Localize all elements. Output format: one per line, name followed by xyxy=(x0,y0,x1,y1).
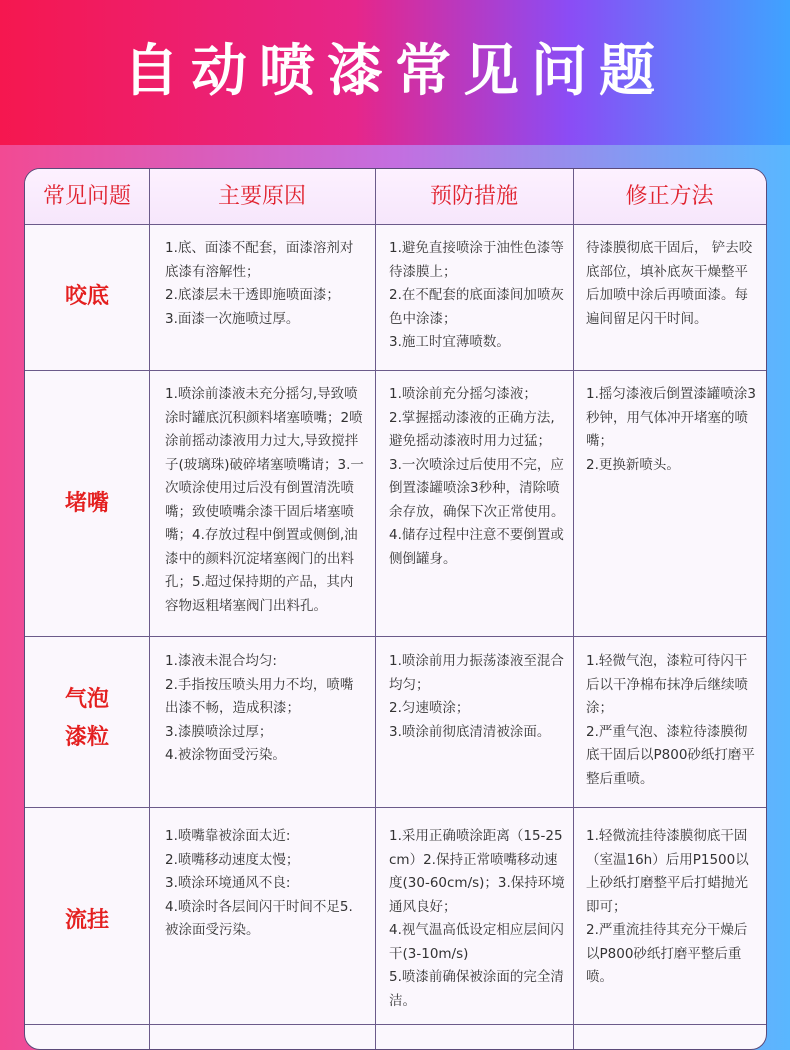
row-divider xyxy=(25,224,766,225)
row-cause-clogging: 1.喷涂前漆液未充分摇匀,导致喷涂时罐底沉积颜料堵塞喷嘴；2喷涂前摇动漆液用力过大,导致搅拌子(玻璃珠)破碎堵塞喷嘴请；3.一次喷涂使用过后没有倒置清洗喷嘴；致使喷嘴余漆干固后堵塞喷嘴；4.存放过程中倒置或侧倒,油漆中的颜料沉淀堵塞阀门的出料孔；5.超过保持期的产品，其内容物返粗堵塞阀门出料孔。 xyxy=(165,386,364,614)
row-prevention-sagging: 1.采用正确喷涂距离（15-25cm）2.保持正常喷嘴移动速度(30-60cm/s)；3.保持环境通风良好； 4.视气温高低设定相应层间闪干(3-10m/s) 5.喷漆前确保被涂面的完全清洁。 xyxy=(389,828,565,1009)
title-banner xyxy=(0,0,790,145)
row-prevention-biting: 1.避免直接喷涂于油性色漆等待漆膜上； 2.在不配套的底面漆间加喷灰色中涂漆； 3.施工时宜薄喷数。 xyxy=(389,240,564,350)
row-problem-biting: 咬底 xyxy=(64,284,109,309)
header-correction: 修正方法 xyxy=(625,184,714,209)
row-problem-clogging: 堵嘴 xyxy=(64,491,109,516)
row-correction-clogging: 1.摇匀漆液后倒置漆罐喷涂3秒钟，用气体冲开堵塞的喷嘴； 2.更换新喷头。 xyxy=(586,386,756,473)
column-divider xyxy=(573,169,574,1049)
column-divider xyxy=(375,169,376,1049)
row-correction-biting: 待漆膜彻底干固后， 铲去咬底部位，填补底灰干燥整平后加喷中涂后再喷面漆。每遍间留足闪干时间。 xyxy=(586,240,753,327)
row-divider xyxy=(25,636,766,637)
row-problem-bubbles: 气泡 漆粒 xyxy=(64,687,109,750)
row-divider xyxy=(25,370,766,371)
table-header-row xyxy=(25,169,766,224)
row-cause-biting: 1.底、面漆不配套，面漆溶剂对底漆有溶解性； 2.底漆层未干透即施喷面漆； 3.面漆一次施喷过厚。 xyxy=(165,240,354,327)
row-problem-sagging: 流挂 xyxy=(64,908,109,933)
row-divider xyxy=(25,1024,766,1025)
faq-table xyxy=(24,168,767,1050)
row-correction-bubbles: 1.轻微气泡，漆粒可待闪干后以干净棉布抹净后继续喷涂； 2.严重气泡、漆粒待漆膜彻底干固后以P800砂纸打磨平整后重喷。 xyxy=(586,653,755,787)
page-title: 自动喷漆常见问题 xyxy=(123,39,667,104)
row-prevention-bubbles: 1.喷涂前用力振荡漆液至混合均匀； 2.匀速喷涂； 3.喷涂前彻底清清被涂面。 xyxy=(389,653,564,740)
row-prevention-clogging: 1.喷涂前充分摇匀漆液； 2.掌握摇动漆液的正确方法,避免摇动漆液时用力过猛； 3.一次喷涂过后使用不完，应倒置漆罐喷涂3秒种，清除喷余存放，确保下次正常使用。 4.储存过程中注意不要倒置或侧倒罐身。 xyxy=(389,386,565,567)
header-cause: 主要原因 xyxy=(217,184,306,209)
header-problem: 常见问题 xyxy=(42,184,131,209)
row-divider xyxy=(25,807,766,808)
header-prevention: 预防措施 xyxy=(429,184,518,209)
row-cause-sagging: 1.喷嘴靠被涂面太近: 2.喷嘴移动速度太慢； 3.喷涂环境通风不良: 4.喷涂时各层间闪干时间不足5. 被涂面受污染。 xyxy=(165,828,353,938)
column-divider xyxy=(149,169,150,1049)
row-cause-bubbles: 1.漆液未混合均匀: 2.手指按压喷头用力不均，喷嘴出漆不畅，造成积漆； 3.漆膜喷涂过厚； 4.被涂物面受污染。 xyxy=(165,653,354,763)
row-correction-sagging: 1.轻微流挂待漆膜彻底干固（室温16h）后用P1500以上砂纸打磨整平后打蜡抛光即可； 2.严重流挂待其充分干燥后以P800砂纸打磨平整后重喷。 xyxy=(586,828,749,985)
